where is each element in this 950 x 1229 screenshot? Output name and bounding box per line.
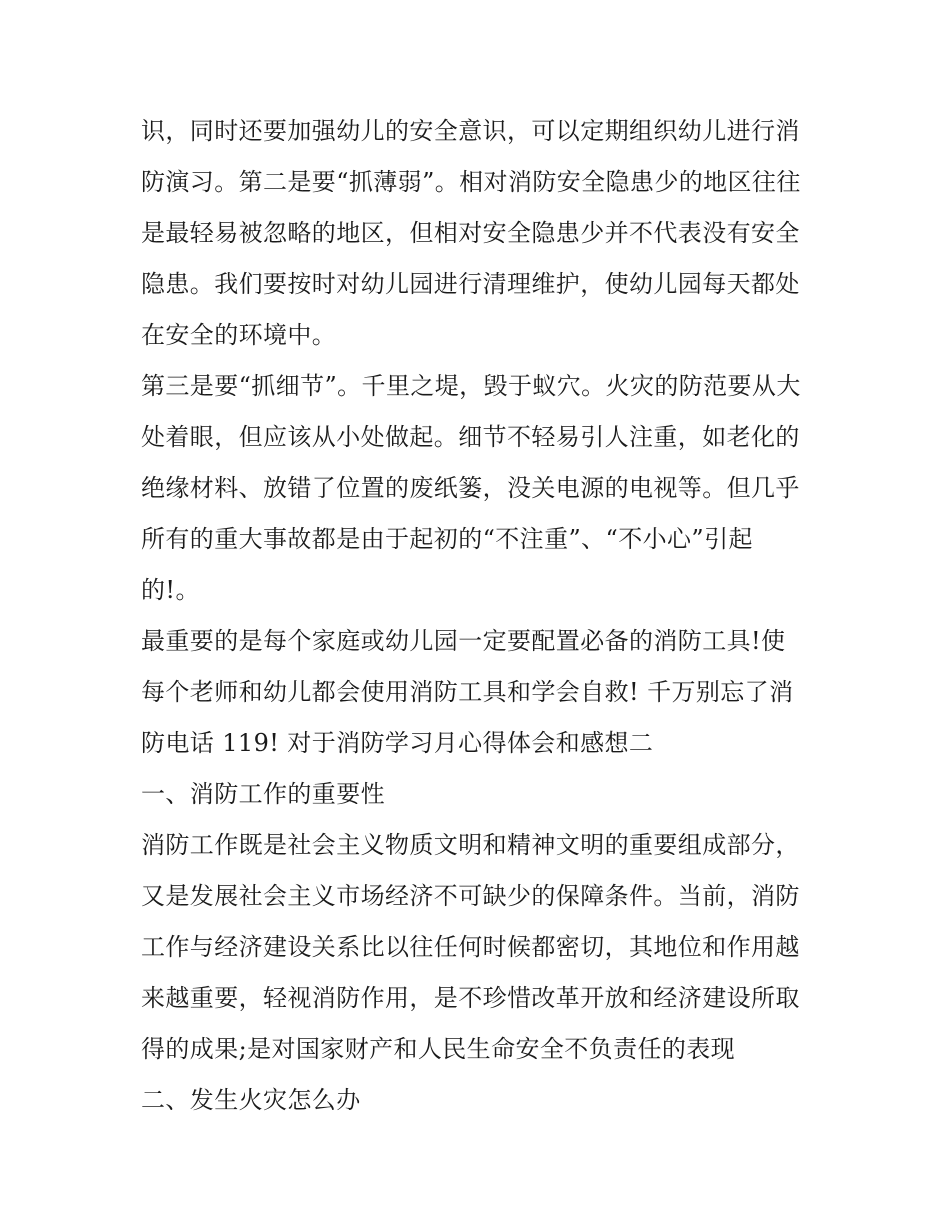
text-line: 在安全的环境中。 — [141, 321, 337, 349]
paragraph-4 — [141, 820, 821, 1075]
text-line: 是最轻易被忽略的地区，但相对安全隐患少并不代表没有安全 — [141, 219, 800, 247]
document-body — [141, 106, 821, 1126]
text-line: 又是发展社会主义市场经济不可缺少的保障条件。当前，消防 — [141, 882, 800, 910]
text-line: 来越重要，轻视消防作用，是不珍惜改革开放和经济建设所取 — [141, 984, 800, 1012]
text-line: 隐患。我们要按时对幼儿园进行清理维护，使幼儿园每天都处 — [141, 270, 800, 298]
section-heading-2: 二、发生火灾怎么办 — [141, 1086, 361, 1114]
text-line: 防电话 119! 对于消防学习月心得体会和感想二 — [141, 729, 654, 757]
text-line: 识，同时还要加强幼儿的安全意识，可以定期组织幼儿进行消 — [141, 117, 800, 145]
text-line: 绝缘材料、放错了位置的废纸篓，没关电源的电视等。但几乎 — [141, 474, 800, 502]
text-line: 所有的重大事故都是由于起初的“不注重”、“不小心”引起 — [141, 525, 753, 553]
text-line: 最重要的是每个家庭或幼儿园一定要配置必备的消防工具!使 — [141, 627, 786, 655]
text-line: 消防工作既是社会主义物质文明和精神文明的重要组成部分， — [141, 831, 800, 859]
text-line: 的!。 — [141, 576, 200, 604]
paragraph-1 — [141, 106, 821, 361]
section-heading-1: 一、消防工作的重要性 — [141, 780, 385, 808]
text-line: 第三是要“抓细节”。千里之堤，毁于蚁穴。火灾的防范要从大 — [141, 372, 801, 400]
text-line: 工作与经济建设关系比以往任何时候都密切，其地位和作用越 — [141, 933, 800, 961]
paragraph-3 — [141, 616, 821, 769]
text-line: 得的成果;是对国家财产和人民生命安全不负责任的表现 — [141, 1035, 736, 1063]
paragraph-2 — [141, 361, 821, 616]
text-line: 防演习。第二是要“抓薄弱”。相对消防安全隐患少的地区往往 — [141, 168, 801, 196]
text-line: 处着眼，但应该从小处做起。细节不轻易引人注重，如老化的 — [141, 423, 800, 451]
text-line: 每个老师和幼儿都会使用消防工具和学会自救! 千万别忘了消 — [141, 678, 794, 706]
